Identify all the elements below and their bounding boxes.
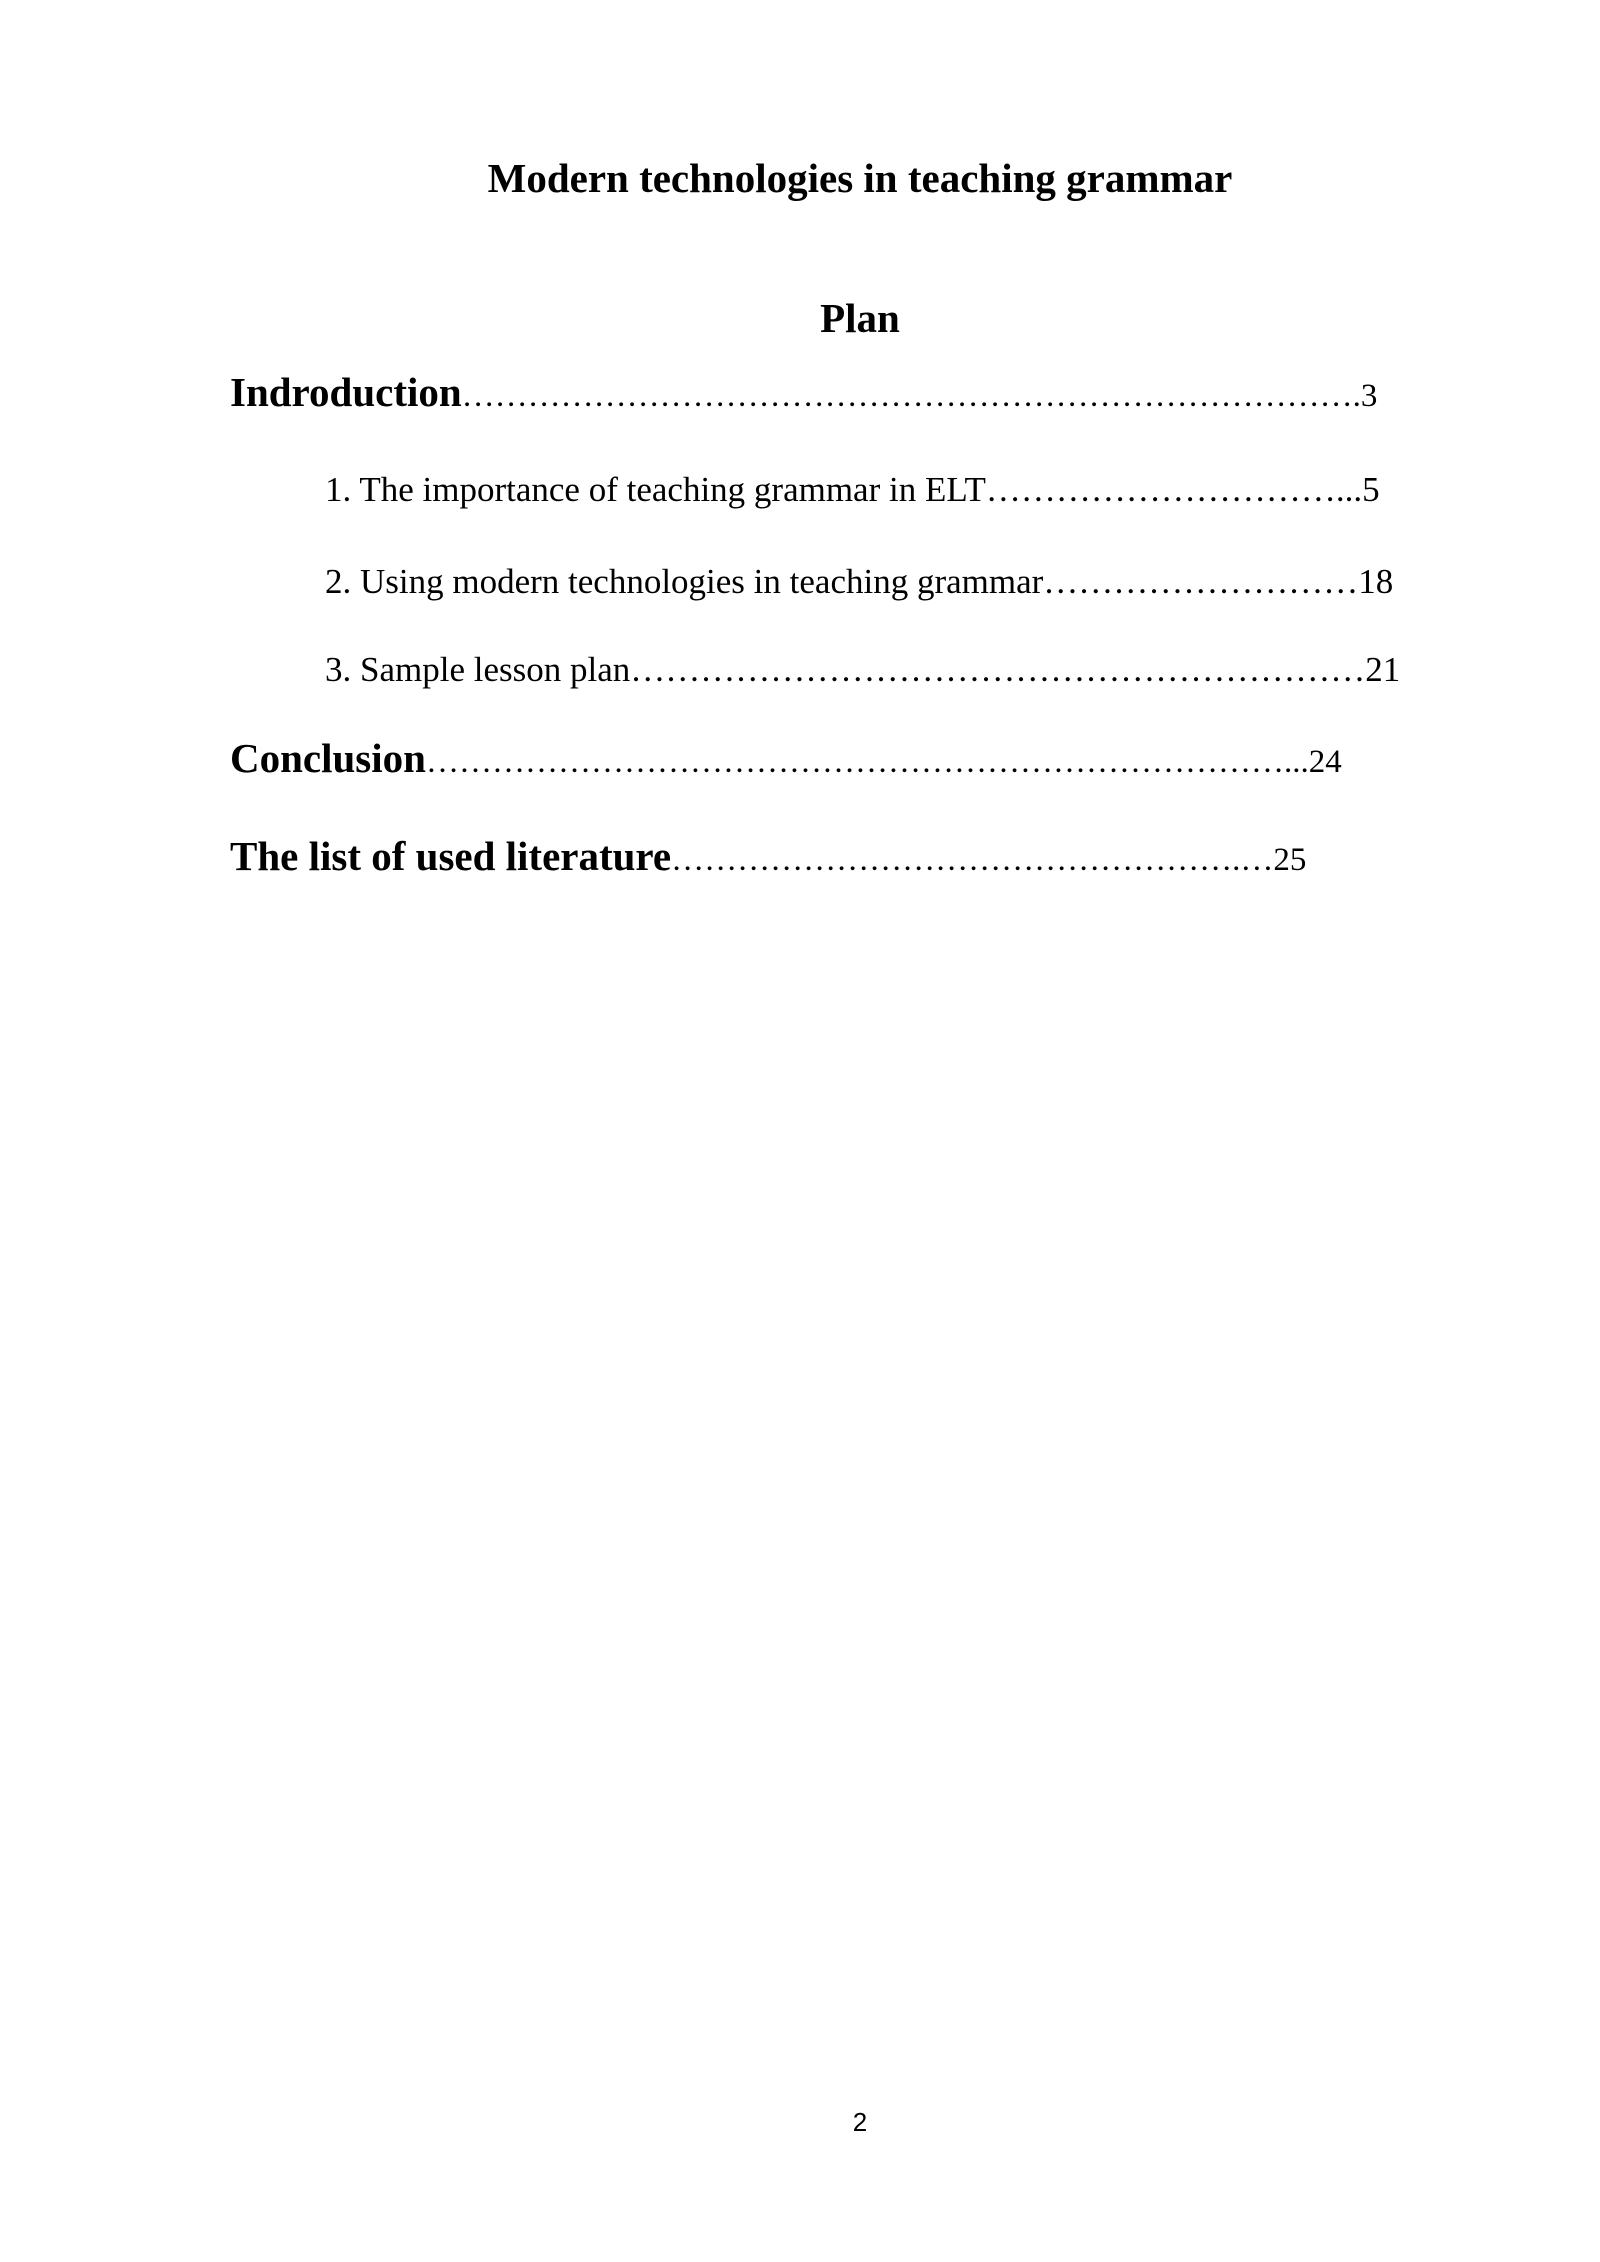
toc-page-number: 5 [1362,470,1380,509]
toc-entry-title: Indroduction [230,369,462,415]
toc-entry-title: 1. The importance of teaching grammar in ELT [325,470,986,509]
toc-leader-dots: ……………………… [1043,562,1359,601]
toc-entry-modern-technologies [325,558,1393,606]
toc-entry-importance-of-grammar [325,466,1380,514]
toc-entry-sample-lesson-plan [325,646,1400,694]
toc-leader-dots: ………………………………………………………………………. [461,378,1361,414]
toc-entry-title: 3. Sample lesson plan [325,650,631,689]
toc-page-number: 21 [1365,650,1401,689]
toc-leader-dots: ……………………………………………………… [630,650,1366,689]
toc-page-number: 25 [1273,842,1307,878]
toc-page-number: 24 [1308,744,1342,780]
toc-page-number: 18 [1358,562,1394,601]
toc-leader-dots: …………………………... [985,470,1363,509]
page-number: 2 [852,2107,868,2137]
toc-entry-title: The list of used literature [230,833,672,879]
toc-entry-conclusion [230,734,1342,786]
document-title: Modern technologies in teaching grammar [487,155,1233,201]
toc-entry-introduction [230,368,1377,420]
toc-leader-dots: ……………………………………………………………………... [425,744,1309,780]
plan-heading: Plan [820,295,900,341]
toc-entry-used-literature [230,832,1306,884]
toc-page-number: 3 [1360,378,1378,414]
toc-leader-dots: …………………………………………….… [671,842,1274,878]
toc-entry-title: 2. Using modern technologies in teaching grammar [325,562,1044,601]
toc-entry-title: Conclusion [230,735,426,781]
